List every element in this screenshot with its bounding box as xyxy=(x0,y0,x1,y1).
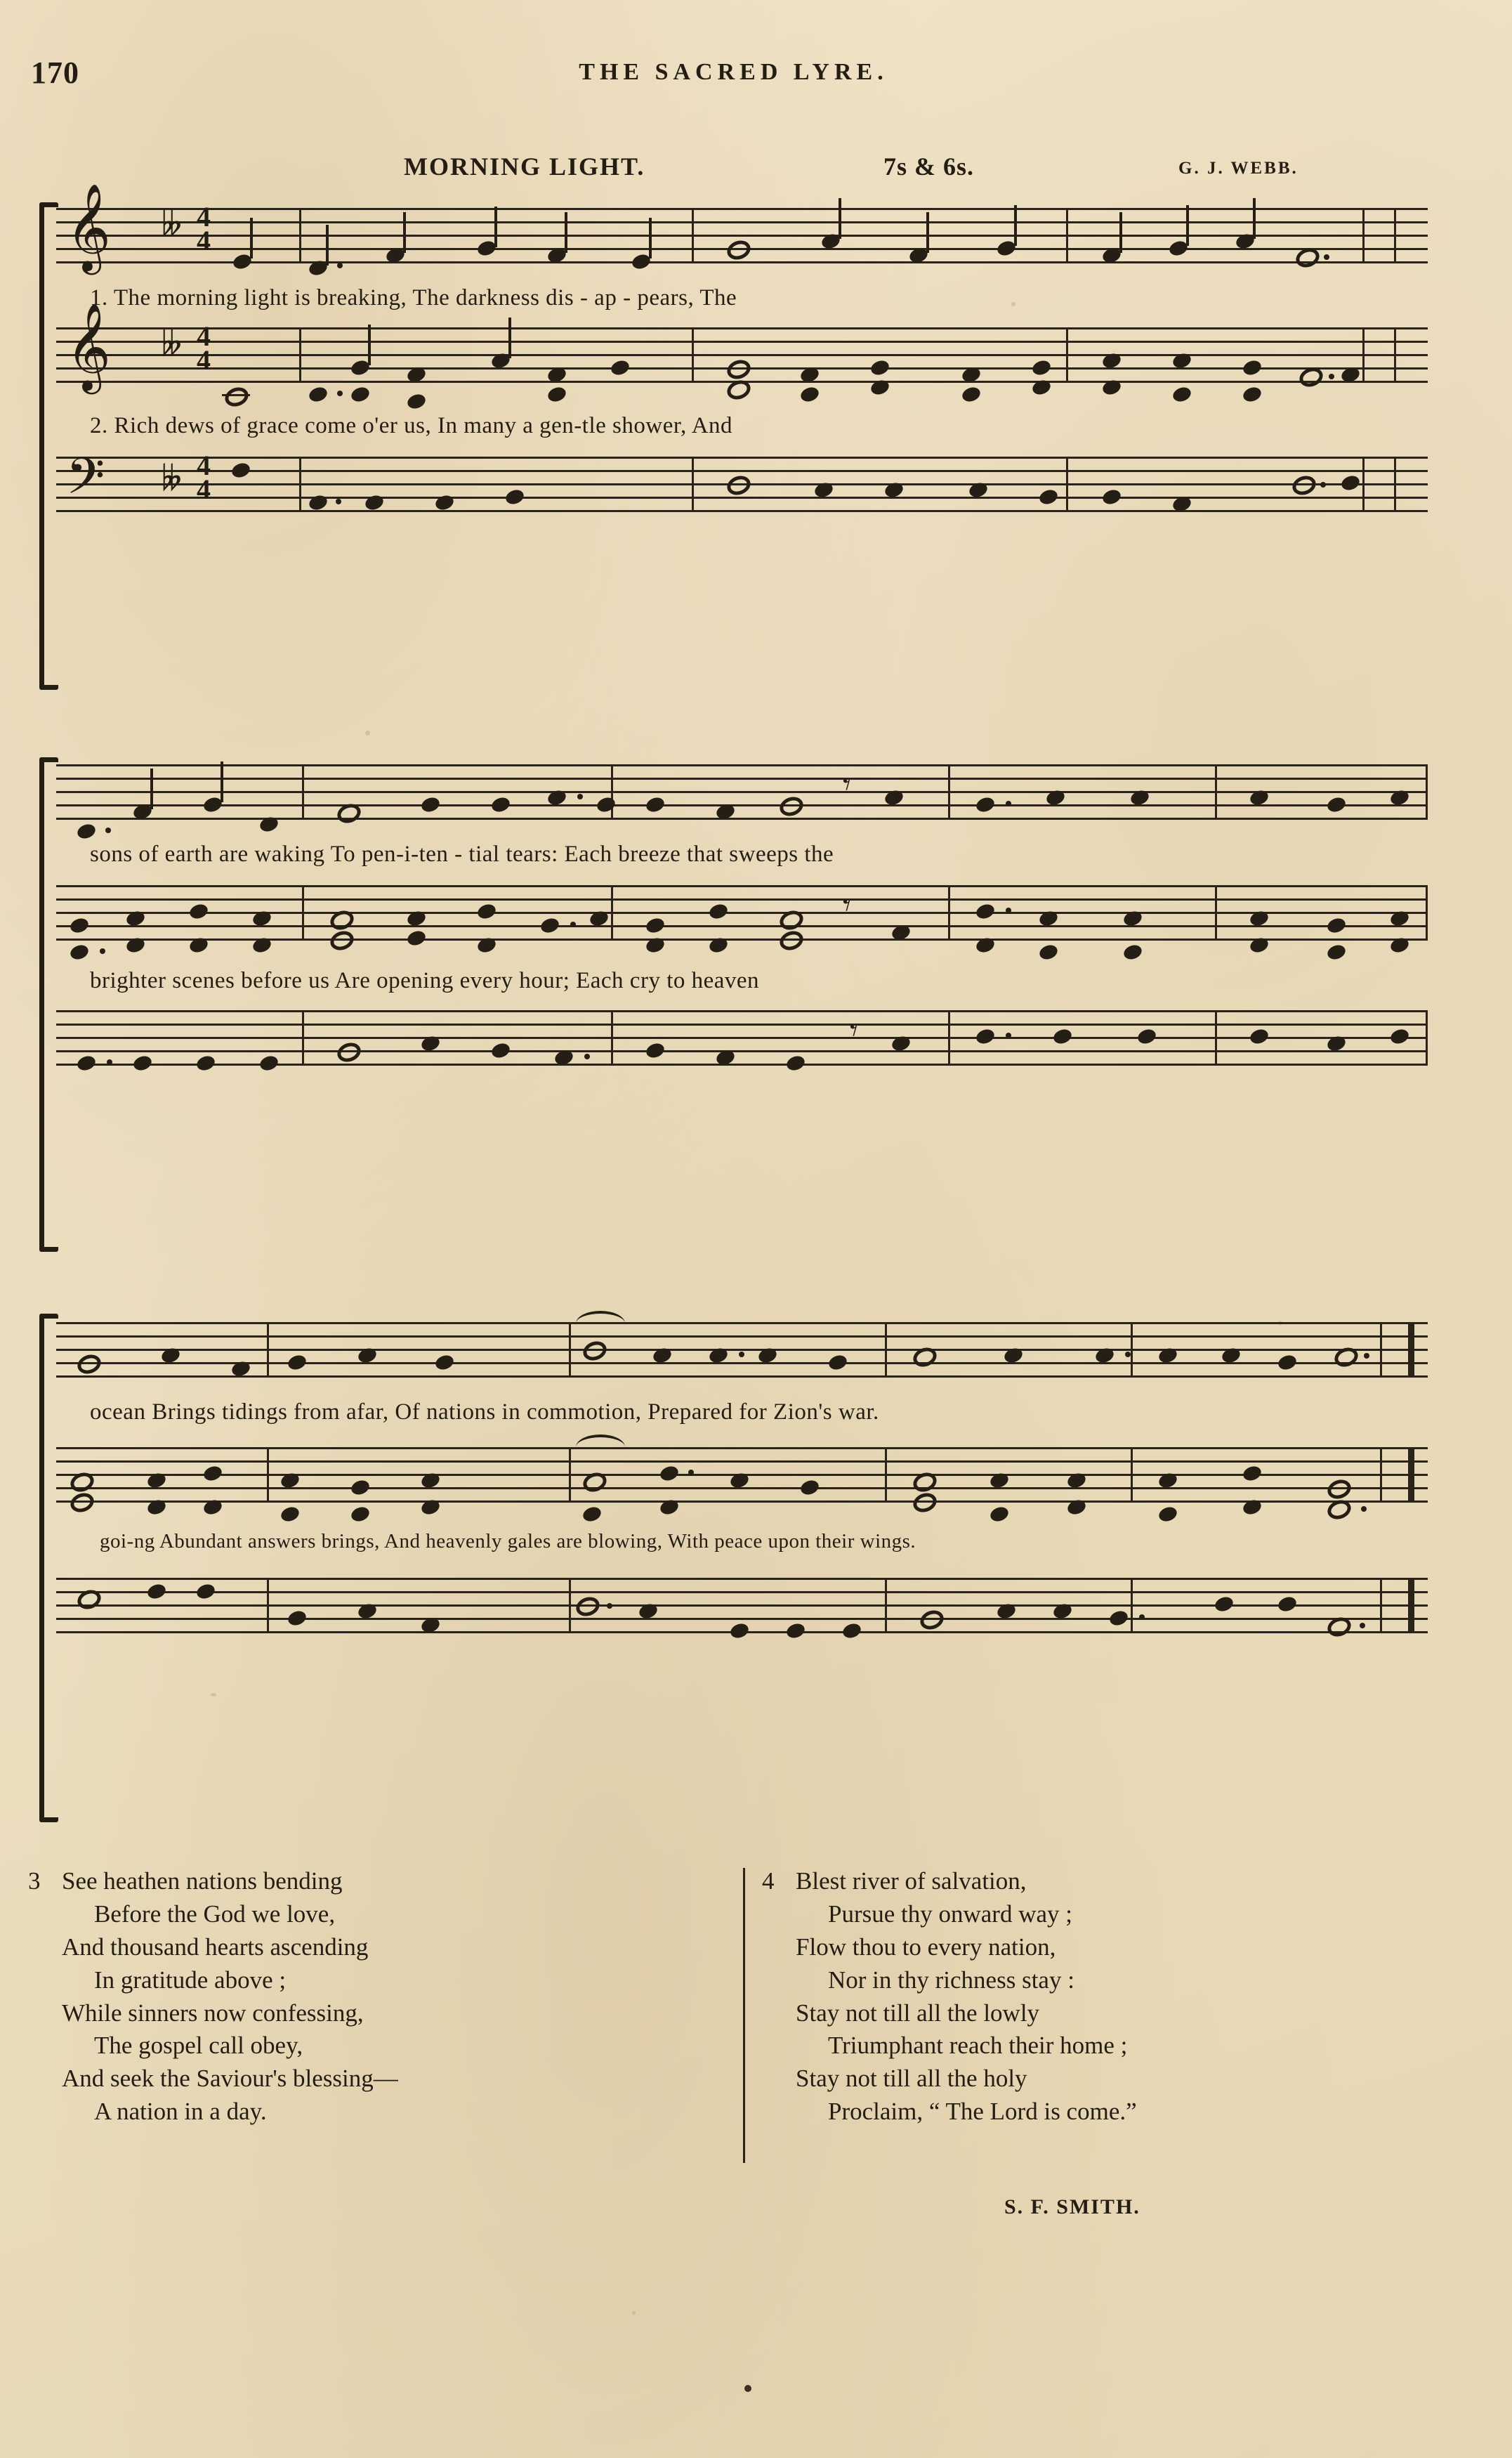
verse-line: Pursue thy onward way ; xyxy=(828,1900,1073,1928)
staff-alto-3 xyxy=(56,1447,1428,1502)
author-credit: S. F. SMITH. xyxy=(1004,2195,1140,2218)
column-divider xyxy=(743,1868,745,2163)
verse-line: And seek the Saviour's blessing— xyxy=(62,2065,398,2093)
verse-line: Stay not till all the lowly xyxy=(796,1999,1040,2027)
verse-4 xyxy=(762,1865,1450,2129)
key-signature: 𝄫 xyxy=(162,459,182,499)
staff-bass-1 xyxy=(56,447,1428,518)
verse-number: 4 xyxy=(762,1867,775,1895)
verse-line: Nor in thy richness stay : xyxy=(828,1966,1074,1994)
page-number: 170 xyxy=(31,55,79,90)
tie-mark xyxy=(576,1434,625,1447)
verse-line: Triumphant reach their home ; xyxy=(828,2032,1128,2060)
system-brace xyxy=(39,757,58,1252)
verse-block xyxy=(28,1865,1482,2230)
lyric-line-1-verse-2: 2. Rich dews of grace come o'er us, In many a gen-tle shower, And xyxy=(90,413,733,438)
treble-clef-icon: 𝄞 xyxy=(66,183,111,271)
staff-soprano-2: 𝄾 xyxy=(56,764,1428,819)
verse-line: Blest river of salvation, xyxy=(796,1867,1027,1895)
verse-line: In gratitude above ; xyxy=(94,1966,287,1994)
tune-header xyxy=(0,152,1512,184)
system-brace xyxy=(39,1314,58,1822)
staff-alto-2: 𝄾 xyxy=(56,885,1428,940)
treble-clef-icon: 𝄞 xyxy=(66,303,111,391)
key-signature: 𝄫 xyxy=(162,205,182,244)
paper-speck xyxy=(632,2311,636,2315)
music-system-1 xyxy=(41,183,1428,687)
time-signature: 4 4 xyxy=(197,320,211,377)
verse-lines xyxy=(62,1865,716,2129)
staff-bass-2: 𝄾 xyxy=(56,1010,1428,1065)
verse-line: See heathen nations bending xyxy=(62,1867,343,1895)
tune-title: MORNING LIGHT. xyxy=(404,152,645,181)
verse-3 xyxy=(28,1865,716,2129)
music-system-3 xyxy=(41,1314,1428,1819)
music-system-2 xyxy=(41,757,1428,1249)
tie-mark xyxy=(576,1311,625,1323)
system-brace xyxy=(39,202,58,690)
staff-alto-1 xyxy=(56,303,1428,391)
verse-line: Stay not till all the holy xyxy=(796,2065,1027,2093)
verse-line: Flow thou to every nation, xyxy=(796,1933,1056,1961)
tune-meter: 7s & 6s. xyxy=(883,152,975,181)
staff-soprano-3 xyxy=(56,1322,1428,1377)
staff-soprano-1 xyxy=(56,183,1428,271)
verse-line: Before the God we love, xyxy=(94,1900,336,1928)
verse-lines xyxy=(796,1865,1450,2129)
time-signature: 4 4 xyxy=(197,201,211,257)
lyric-line-2-verse-1: sons of earth are waking To pen-i-ten - tial tears: Each breeze that sweeps the xyxy=(90,842,834,867)
time-signature: 4 4 xyxy=(197,450,211,506)
lyric-line-1-verse-1: 1. The morning light is breaking, The darkness dis - ap - pears, The xyxy=(90,285,737,310)
footer-ornament xyxy=(744,2385,751,2392)
running-title: THE SACRED LYRE. xyxy=(579,59,888,85)
lyric-line-3-verse-1: ocean Brings tidings from afar, Of nations in commotion, Prepared for Zion's war. xyxy=(90,1399,879,1425)
composer-credit: G. J. WEBB. xyxy=(1178,159,1299,178)
paper-speck xyxy=(365,731,370,736)
lyric-line-3-verse-2: goi-ng Abundant answers brings, And heavenly gales are blowing, With peace upon their wings. xyxy=(100,1530,916,1552)
verse-number: 3 xyxy=(28,1867,41,1895)
verse-line: A nation in a day. xyxy=(94,2098,267,2126)
staff-bass-3 xyxy=(56,1578,1428,1633)
verse-line: While sinners now confessing, xyxy=(62,1999,364,2027)
verse-line: The gospel call obey, xyxy=(94,2032,303,2060)
verse-line: Proclaim, “ The Lord is come.” xyxy=(828,2098,1137,2126)
lyric-line-2-verse-2: brighter scenes before us Are opening every hour; Each cry to heaven xyxy=(90,968,760,993)
bass-clef-icon: 𝄢 xyxy=(66,447,105,518)
key-signature: 𝄫 xyxy=(162,325,182,364)
verse-line: And thousand hearts ascending xyxy=(62,1933,369,1961)
